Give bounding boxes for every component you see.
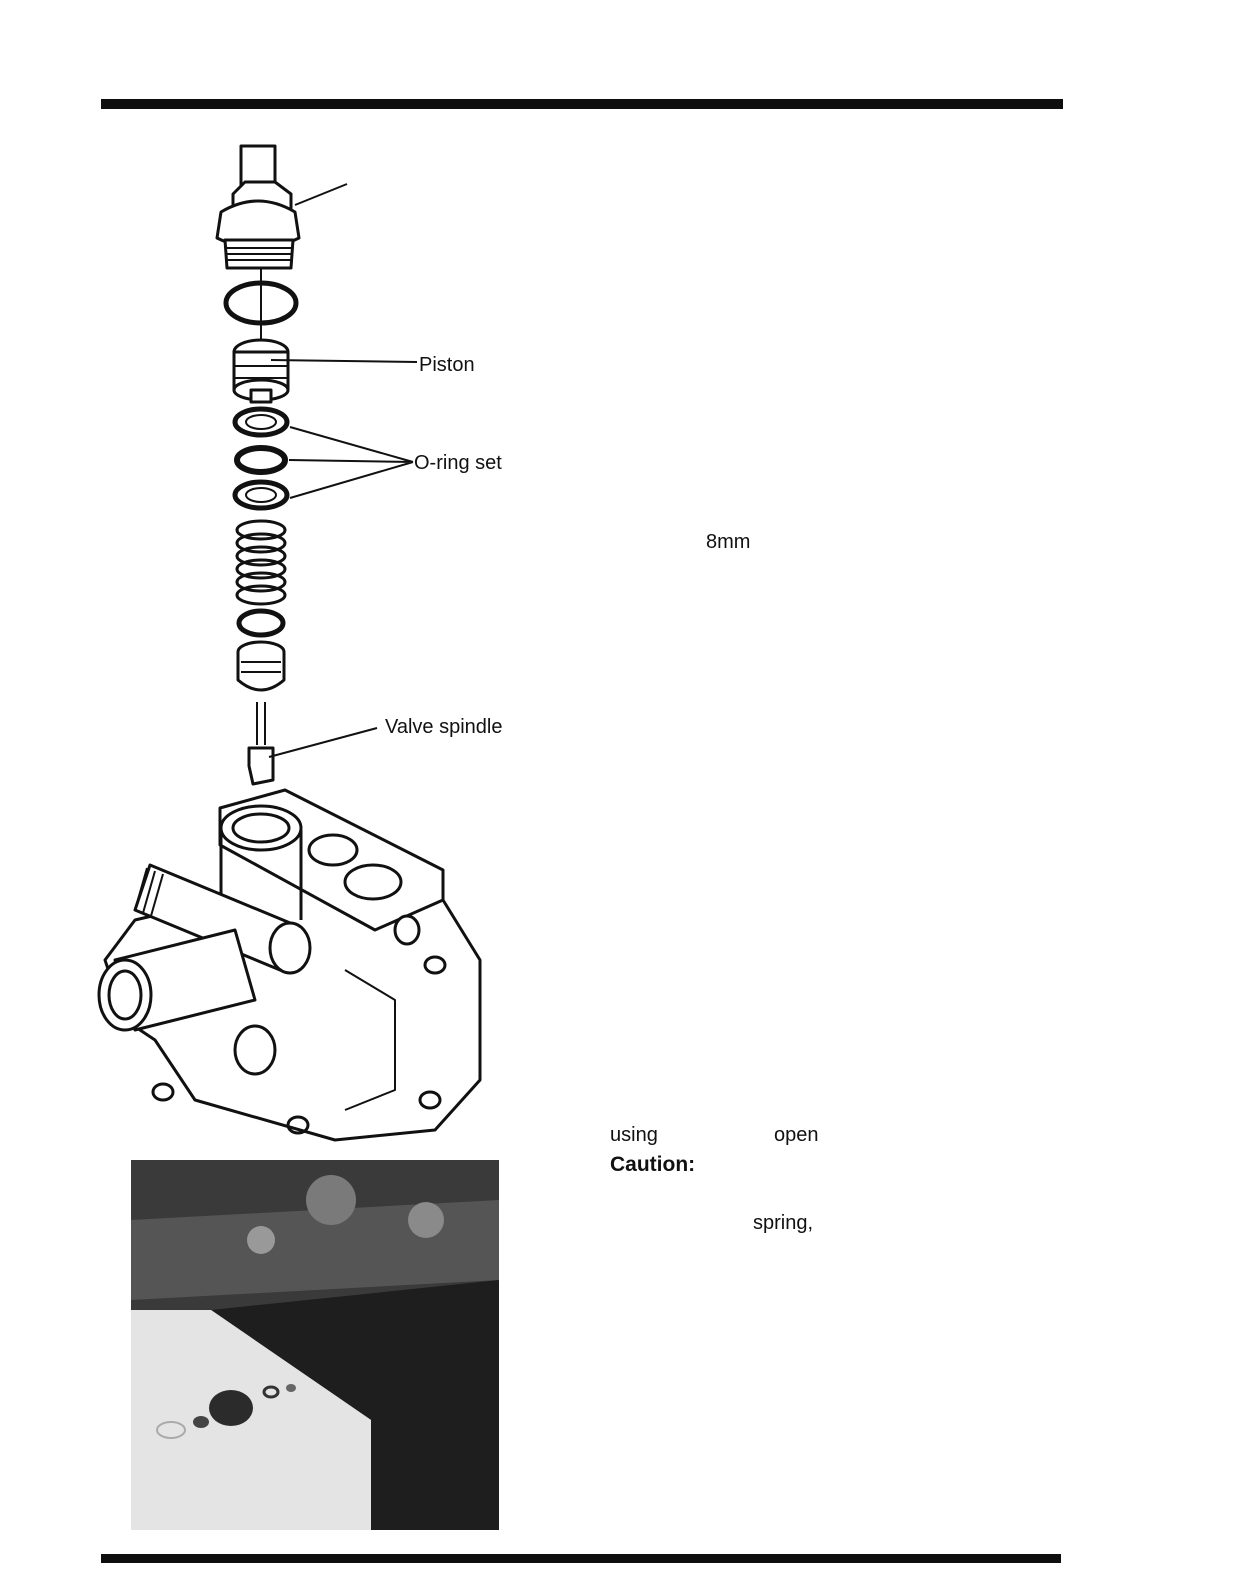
text-spring: spring,	[753, 1212, 814, 1234]
valve-removal-photo	[131, 1160, 499, 1530]
valve-seat-part	[238, 642, 284, 690]
valve-spindle-part	[249, 702, 377, 784]
label-piston: Piston	[419, 354, 475, 376]
text-8mm: 8mm	[706, 531, 751, 553]
valve-body-part	[99, 790, 480, 1140]
cap-nut-part	[217, 146, 347, 268]
text-using: using	[610, 1124, 658, 1146]
valve-exploded-diagram	[95, 140, 535, 1145]
top-rule	[101, 99, 1063, 109]
o-ring-set-parts	[235, 409, 413, 508]
spring-part	[237, 521, 285, 604]
label-o-ring-set: O-ring set	[414, 452, 502, 474]
bottom-rule	[101, 1554, 1061, 1563]
text-open: open	[774, 1124, 819, 1146]
text-caution: Caution:	[610, 1153, 696, 1176]
label-valve-spindle: Valve spindle	[385, 716, 503, 738]
o-ring-small	[239, 611, 283, 635]
piston-part	[234, 340, 417, 402]
